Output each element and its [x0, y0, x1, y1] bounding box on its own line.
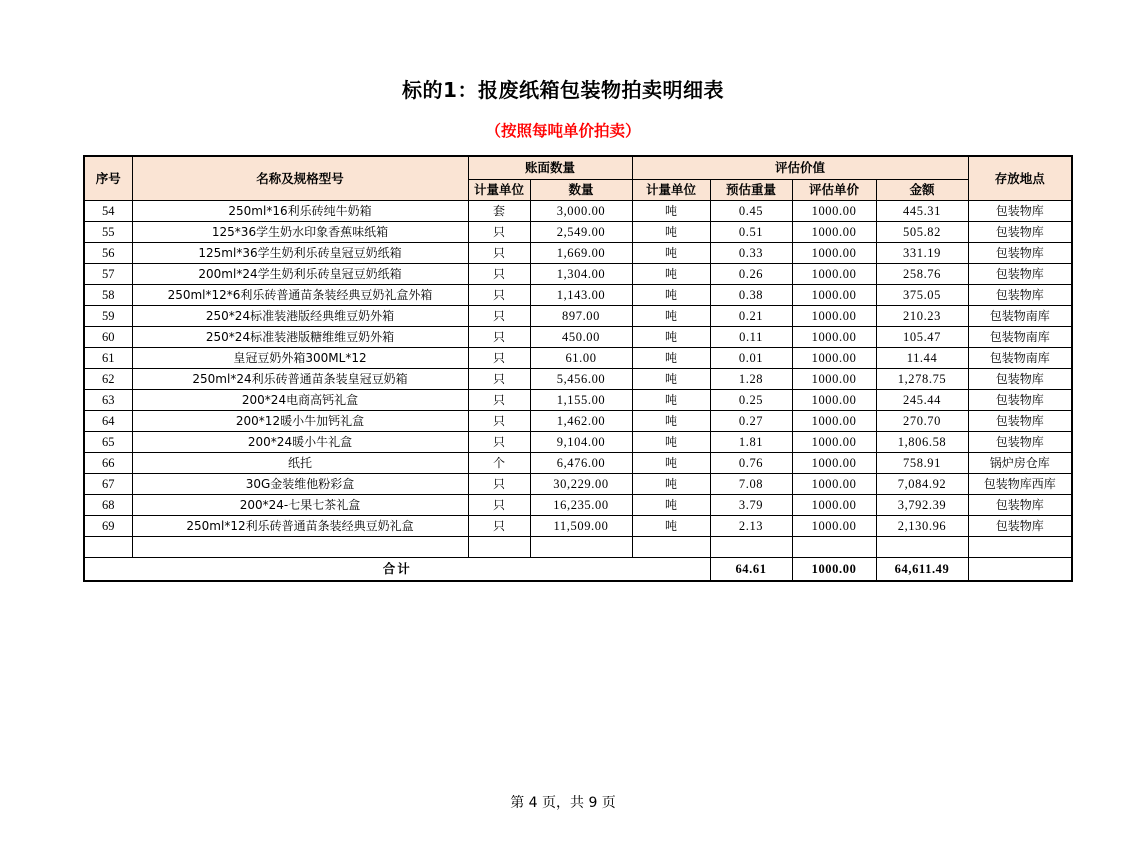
cell-qty: 5,456.00 — [530, 369, 632, 390]
cell-qty: 30,229.00 — [530, 474, 632, 495]
cell-unit1: 只 — [468, 495, 530, 516]
cell-unit-price: 1000.00 — [792, 306, 876, 327]
cell-location: 包装物南库 — [968, 327, 1072, 348]
table-row — [84, 306, 1072, 327]
table-row — [84, 369, 1072, 390]
table-row — [84, 453, 1072, 474]
cell-unit2 — [632, 537, 710, 558]
cell-location: 包装物库 — [968, 390, 1072, 411]
cell-seq: 64 — [84, 411, 132, 432]
cell-amount: 210.23 — [876, 306, 968, 327]
cell-unit1: 只 — [468, 432, 530, 453]
cell-seq: 67 — [84, 474, 132, 495]
cell-unit1 — [468, 537, 530, 558]
total-label: 合计 — [84, 558, 710, 582]
cell-unit2: 吨 — [632, 369, 710, 390]
cell-unit1: 只 — [468, 411, 530, 432]
cell-qty: 1,143.00 — [530, 285, 632, 306]
cell-unit-price: 1000.00 — [792, 285, 876, 306]
table-row — [84, 411, 1072, 432]
cell-weight: 0.26 — [710, 264, 792, 285]
cell-seq: 56 — [84, 243, 132, 264]
total-amount: 64,611.49 — [876, 558, 968, 582]
cell-weight: 0.76 — [710, 453, 792, 474]
cell-unit1: 只 — [468, 474, 530, 495]
cell-unit-price: 1000.00 — [792, 495, 876, 516]
cell-unit2: 吨 — [632, 222, 710, 243]
cell-qty: 897.00 — [530, 306, 632, 327]
cell-unit2: 吨 — [632, 243, 710, 264]
cell-amount: 1,278.75 — [876, 369, 968, 390]
cell-seq: 65 — [84, 432, 132, 453]
cell-qty: 11,509.00 — [530, 516, 632, 537]
cell-weight: 0.21 — [710, 306, 792, 327]
table-row — [84, 495, 1072, 516]
cell-name: 125ml*36学生奶利乐砖皇冠豆奶纸箱 — [132, 243, 468, 264]
cell-seq: 62 — [84, 369, 132, 390]
cell-unit1: 只 — [468, 516, 530, 537]
cell-location — [968, 537, 1072, 558]
cell-name: 125*36学生奶水印象香蕉味纸箱 — [132, 222, 468, 243]
table-row — [84, 201, 1072, 222]
cell-name: 200*24电商高钙礼盒 — [132, 390, 468, 411]
cell-amount: 270.70 — [876, 411, 968, 432]
cell-amount: 445.31 — [876, 201, 968, 222]
cell-weight: 0.38 — [710, 285, 792, 306]
cell-unit-price: 1000.00 — [792, 369, 876, 390]
cell-qty — [530, 537, 632, 558]
cell-unit2: 吨 — [632, 495, 710, 516]
cell-location: 包装物库 — [968, 411, 1072, 432]
table-row — [84, 327, 1072, 348]
table-body — [84, 201, 1072, 582]
column-header-name: 名称及规格型号 — [132, 156, 468, 201]
cell-unit-price: 1000.00 — [792, 432, 876, 453]
table-row — [84, 243, 1072, 264]
cell-qty: 450.00 — [530, 327, 632, 348]
cell-unit-price: 1000.00 — [792, 327, 876, 348]
cell-amount: 758.91 — [876, 453, 968, 474]
cell-unit2: 吨 — [632, 306, 710, 327]
column-header-unit-price: 评估单价 — [792, 180, 876, 201]
cell-name: 200ml*24学生奶利乐砖皇冠豆奶纸箱 — [132, 264, 468, 285]
cell-unit1: 只 — [468, 306, 530, 327]
cell-unit-price: 1000.00 — [792, 390, 876, 411]
table-row — [84, 222, 1072, 243]
column-header-weight: 预估重量 — [710, 180, 792, 201]
cell-unit2: 吨 — [632, 411, 710, 432]
cell-seq: 54 — [84, 201, 132, 222]
cell-unit1: 只 — [468, 243, 530, 264]
cell-unit2: 吨 — [632, 516, 710, 537]
cell-seq — [84, 537, 132, 558]
cell-qty: 1,669.00 — [530, 243, 632, 264]
cell-qty: 2,549.00 — [530, 222, 632, 243]
cell-qty: 1,462.00 — [530, 411, 632, 432]
cell-weight: 0.25 — [710, 390, 792, 411]
table-row — [84, 390, 1072, 411]
cell-qty: 1,304.00 — [530, 264, 632, 285]
cell-seq: 60 — [84, 327, 132, 348]
cell-weight: 0.27 — [710, 411, 792, 432]
page-title: 标的1：报废纸箱包装物拍卖明细表 — [402, 78, 724, 102]
cell-seq: 66 — [84, 453, 132, 474]
cell-unit2: 吨 — [632, 327, 710, 348]
column-header-amount: 金额 — [876, 180, 968, 201]
cell-amount: 105.47 — [876, 327, 968, 348]
cell-unit1: 只 — [468, 348, 530, 369]
cell-unit2: 吨 — [632, 201, 710, 222]
table-row-blank — [84, 537, 1072, 558]
cell-qty: 61.00 — [530, 348, 632, 369]
cell-unit1: 个 — [468, 453, 530, 474]
cell-seq: 58 — [84, 285, 132, 306]
cell-weight: 7.08 — [710, 474, 792, 495]
cell-name: 250*24标准装港版糖维维豆奶外箱 — [132, 327, 468, 348]
cell-unit-price — [792, 537, 876, 558]
auction-detail-table — [83, 155, 1073, 582]
cell-qty: 1,155.00 — [530, 390, 632, 411]
cell-qty: 16,235.00 — [530, 495, 632, 516]
cell-location: 包装物库 — [968, 201, 1072, 222]
cell-weight: 0.51 — [710, 222, 792, 243]
cell-seq: 61 — [84, 348, 132, 369]
cell-unit-price: 1000.00 — [792, 411, 876, 432]
cell-seq: 63 — [84, 390, 132, 411]
cell-unit-price: 1000.00 — [792, 264, 876, 285]
cell-unit1: 只 — [468, 390, 530, 411]
cell-amount: 245.44 — [876, 390, 968, 411]
cell-name: 200*12暖小牛加钙礼盒 — [132, 411, 468, 432]
cell-amount: 11.44 — [876, 348, 968, 369]
column-header-location: 存放地点 — [968, 156, 1072, 201]
cell-name: 250ml*12利乐砖普通苗条装经典豆奶礼盒 — [132, 516, 468, 537]
cell-location: 包装物库 — [968, 222, 1072, 243]
cell-qty: 9,104.00 — [530, 432, 632, 453]
table-row — [84, 516, 1072, 537]
total-location — [968, 558, 1072, 582]
cell-unit1: 只 — [468, 285, 530, 306]
column-group-book-qty: 账面数量 — [468, 156, 632, 180]
cell-unit1: 只 — [468, 327, 530, 348]
cell-name — [132, 537, 468, 558]
cell-unit-price: 1000.00 — [792, 222, 876, 243]
cell-unit2: 吨 — [632, 285, 710, 306]
column-header-seq: 序号 — [84, 156, 132, 201]
table-row — [84, 264, 1072, 285]
cell-unit2: 吨 — [632, 348, 710, 369]
cell-amount — [876, 537, 968, 558]
table-row — [84, 432, 1072, 453]
cell-weight: 3.79 — [710, 495, 792, 516]
cell-amount: 1,806.58 — [876, 432, 968, 453]
cell-location: 包装物库 — [968, 243, 1072, 264]
cell-qty: 3,000.00 — [530, 201, 632, 222]
cell-name: 250ml*24利乐砖普通苗条装皇冠豆奶箱 — [132, 369, 468, 390]
column-header-unit1: 计量单位 — [468, 180, 530, 201]
cell-weight: 0.11 — [710, 327, 792, 348]
cell-location: 包装物库 — [968, 369, 1072, 390]
table-row — [84, 474, 1072, 495]
total-weight: 64.61 — [710, 558, 792, 582]
cell-unit1: 套 — [468, 201, 530, 222]
cell-seq: 69 — [84, 516, 132, 537]
cell-amount: 258.76 — [876, 264, 968, 285]
cell-unit1: 只 — [468, 369, 530, 390]
table-header-row-1 — [84, 156, 1072, 180]
cell-amount: 375.05 — [876, 285, 968, 306]
cell-location: 锅炉房仓库 — [968, 453, 1072, 474]
cell-amount: 331.19 — [876, 243, 968, 264]
table-row — [84, 285, 1072, 306]
cell-amount: 3,792.39 — [876, 495, 968, 516]
cell-name: 皇冠豆奶外箱300ML*12 — [132, 348, 468, 369]
cell-unit2: 吨 — [632, 432, 710, 453]
cell-name: 250*24标准装港版经典维豆奶外箱 — [132, 306, 468, 327]
cell-unit1: 只 — [468, 264, 530, 285]
cell-unit-price: 1000.00 — [792, 201, 876, 222]
cell-weight: 0.01 — [710, 348, 792, 369]
cell-location: 包装物库 — [968, 264, 1072, 285]
cell-unit2: 吨 — [632, 453, 710, 474]
cell-unit-price: 1000.00 — [792, 474, 876, 495]
cell-location: 包装物南库 — [968, 306, 1072, 327]
cell-name: 250ml*16利乐砖纯牛奶箱 — [132, 201, 468, 222]
cell-seq: 68 — [84, 495, 132, 516]
cell-amount: 7,084.92 — [876, 474, 968, 495]
cell-location: 包装物库 — [968, 285, 1072, 306]
cell-weight: 0.33 — [710, 243, 792, 264]
column-header-unit2: 计量单位 — [632, 180, 710, 201]
cell-weight — [710, 537, 792, 558]
cell-location: 包装物库 — [968, 495, 1072, 516]
cell-unit-price: 1000.00 — [792, 348, 876, 369]
cell-weight: 0.45 — [710, 201, 792, 222]
cell-location: 包装物库西库 — [968, 474, 1072, 495]
cell-location: 包装物南库 — [968, 348, 1072, 369]
document-page — [0, 74, 1124, 868]
cell-unit1: 只 — [468, 222, 530, 243]
cell-seq: 57 — [84, 264, 132, 285]
cell-name: 250ml*12*6利乐砖普通苗条装经典豆奶礼盒外箱 — [132, 285, 468, 306]
cell-amount: 505.82 — [876, 222, 968, 243]
cell-qty: 6,476.00 — [530, 453, 632, 474]
cell-name: 30G金装维他粉彩盒 — [132, 474, 468, 495]
cell-name: 200*24暖小牛礼盒 — [132, 432, 468, 453]
page-footer: 第 4 页，共 9 页 — [510, 795, 616, 811]
cell-amount: 2,130.96 — [876, 516, 968, 537]
cell-unit2: 吨 — [632, 264, 710, 285]
cell-seq: 55 — [84, 222, 132, 243]
table-header — [84, 156, 1072, 201]
cell-name: 纸托 — [132, 453, 468, 474]
detail-table-container — [83, 155, 1056, 582]
cell-location: 包装物库 — [968, 516, 1072, 537]
table-row — [84, 348, 1072, 369]
cell-unit-price: 1000.00 — [792, 243, 876, 264]
table-row-total — [84, 558, 1072, 582]
page-subtitle: （按照每吨单价拍卖） — [485, 122, 641, 140]
cell-unit2: 吨 — [632, 390, 710, 411]
cell-unit-price: 1000.00 — [792, 453, 876, 474]
column-header-qty: 数量 — [530, 180, 632, 201]
cell-weight: 2.13 — [710, 516, 792, 537]
cell-name: 200*24-七果七茶礼盒 — [132, 495, 468, 516]
total-unit-price: 1000.00 — [792, 558, 876, 582]
column-group-valuation: 评估价值 — [632, 156, 968, 180]
cell-weight: 1.81 — [710, 432, 792, 453]
cell-location: 包装物库 — [968, 432, 1072, 453]
cell-unit2: 吨 — [632, 474, 710, 495]
cell-seq: 59 — [84, 306, 132, 327]
cell-unit-price: 1000.00 — [792, 516, 876, 537]
cell-weight: 1.28 — [710, 369, 792, 390]
